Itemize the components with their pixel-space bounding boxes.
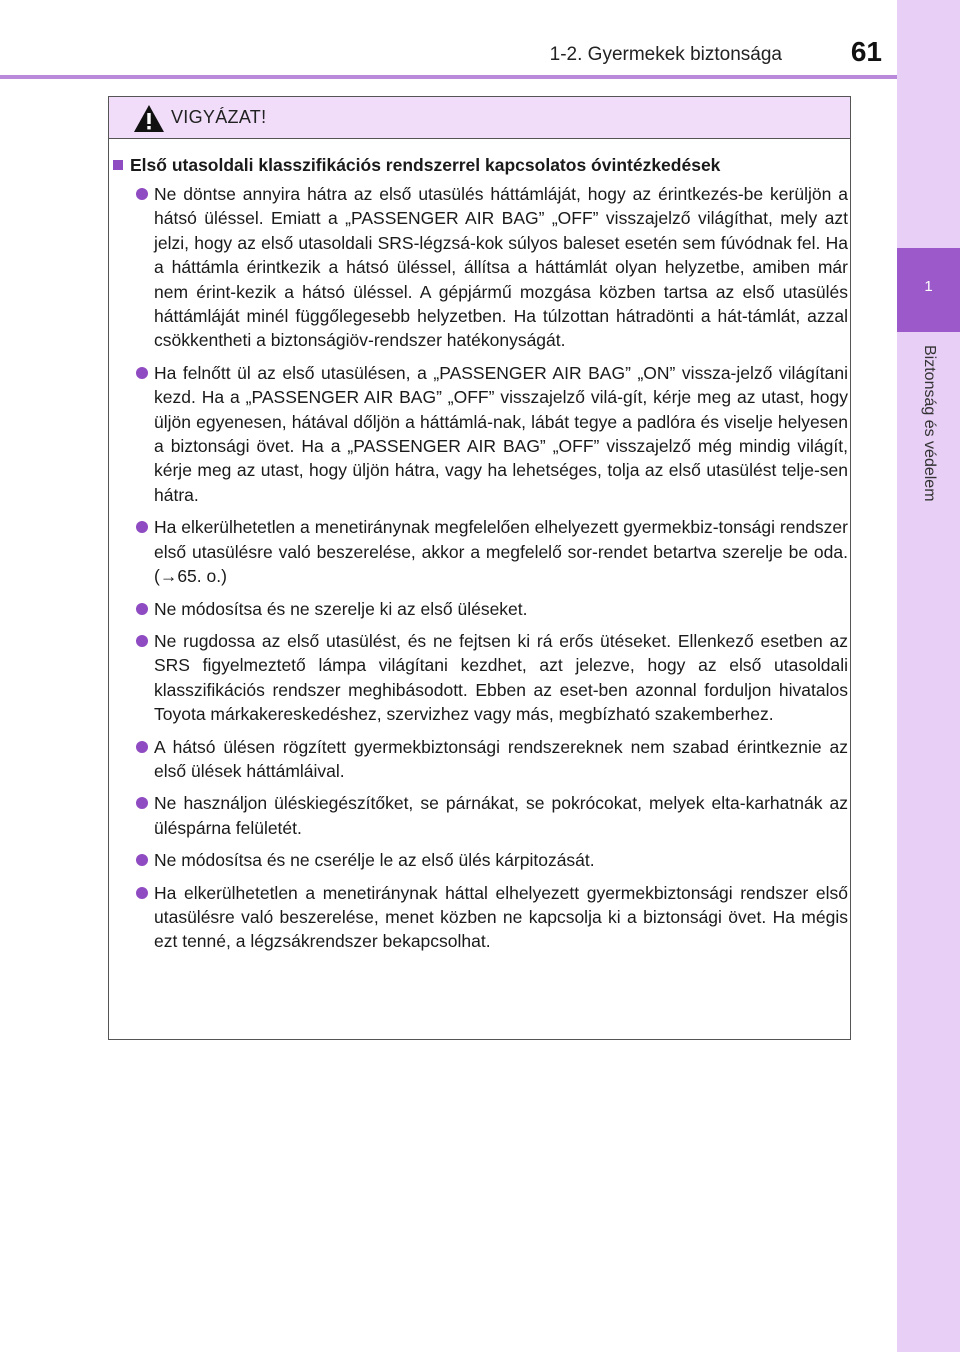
caution-title: VIGYÁZAT! [171,107,267,127]
caution-header [109,97,850,139]
list-item [113,791,848,840]
header-divider [0,75,897,79]
chapter-label: Biztonság és védelem [921,345,938,502]
caution-box [108,96,851,1040]
list-item [113,597,848,621]
bullet-dot-icon [136,521,148,533]
chapter-side-tab [897,0,960,1352]
list-item-text: Ne rugdossa az első utasülést, és ne fejtsen ki rá erős ütéseket. Ellenkező esetben az SRS figyelmeztető lámpa világítani kezdhet, azt jelezve, hogy az első utasoldali klasszifikációs rendszer meghibásodott. Ebben az eset-ben azonnal forduljon hivatalos Toyota márkakereskedéshez, szervizhez vagy más, megbízható szakemberhez. [154,630,848,725]
list-item [113,182,848,353]
caution-list [113,182,848,954]
bullet-dot-icon [136,603,148,615]
list-item-text: Ha elkerülhetetlen a menetiránynak háttal elhelyezett gyermekbiztonsági rendszer első utasülésre való beszerelése, menet közben ne kapcsolja ki a biztonsági övet. Ha mégis ezt tenné, a légzsákrendszer bekapcsolhat. [154,882,848,952]
page-number: 61 [850,36,882,67]
bullet-dot-icon [136,887,148,899]
chapter-number: 1 [924,278,933,295]
bullet-dot-icon [136,635,148,647]
bullet-dot-icon [136,741,148,753]
square-bullet-icon [113,160,123,170]
bullet-dot-icon [136,854,148,866]
list-item [113,515,848,588]
warning-triangle-icon [133,104,165,133]
list-item-text: Ha elkerülhetetlen a menetiránynak megfelelően elhelyezett gyermekbiz-tonsági rendszer első utasülésre való beszerelése, akkor a megfelelő sor-rendet betartva szerelje be oda. (→65. o.) [154,517,848,587]
list-item [113,848,848,872]
page-header-title: 1-2. Gyermekek biztonsága [549,44,782,65]
list-item [113,629,848,727]
list-item-text: A hátsó ülésen rögzített gyermekbiztonsági rendszereknek nem szabad érintkeznie az első ülések háttámláival. [154,736,848,781]
bullet-dot-icon [136,367,148,379]
bullet-dot-icon [136,188,148,200]
list-item-text: Ne módosítsa és ne cserélje le az első ülés kárpitozását. [154,850,595,871]
caution-section [113,153,848,962]
list-item [113,881,848,954]
bullet-dot-icon [136,797,148,809]
list-item [113,735,848,784]
list-item-text: Ne döntse annyira hátra az első utasülés háttámláját, hogy az érintkezés-be kerüljön a hátsó üléssel. Emiatt a „PASSENGER AIR BAG” „OFF” visszajelző világíthat, mely azt jelzi, hogy az első utasoldali SRS-légzsá-kok súlyos baleset esetén sem fúvódnak fel. Ha a háttámla érintkezik a hátsó üléssel, állítsa a háttámlát olyan helyzetbe, amiben már nem érint-kezik a hátsó üléssel. A gépjármű mozgása közben tartsa az első utasülés háttámláját minél függőlegesebb helyzetben. Ha túlzottan hátradönti a hát-támlát, azzal csökkentheti a biztonságiöv-rendszer hatékonyságát. [154,184,848,351]
list-item-text: Ne módosítsa és ne szerelje ki az első üléseket. [154,598,528,619]
list-item-text: Ha felnőtt ül az első utasülésen, a „PASSENGER AIR BAG” „ON” vissza-jelző világítani kezd. Ha a „PASSENGER AIR BAG” „OFF” visszajelző vilá-gít, kérje meg az utast, hogy üljön egyenesen, hátával dőljön a háttámlá-nak, lábát tegye a padlóra és viselje helyesen a biztonsági övet. Ha a „PASSENGER AIR BAG” „OFF” visszajelző még mindig világít, kérje meg az utast, hogy üljön hátra, vagy ha lehetséges, tolja az első utasülést telje-sen hátra. [154,362,848,505]
section-heading-text: Első utasoldali klasszifikációs rendszerrel kapcsolatos óvintézkedések [130,155,721,175]
section-heading [113,153,848,177]
list-item [113,361,848,507]
list-item-text: Ne használjon üléskiegészítőket, se párnákat, se pokrócokat, melyek elta-karhatnák az üléspárna felületét. [154,793,848,838]
